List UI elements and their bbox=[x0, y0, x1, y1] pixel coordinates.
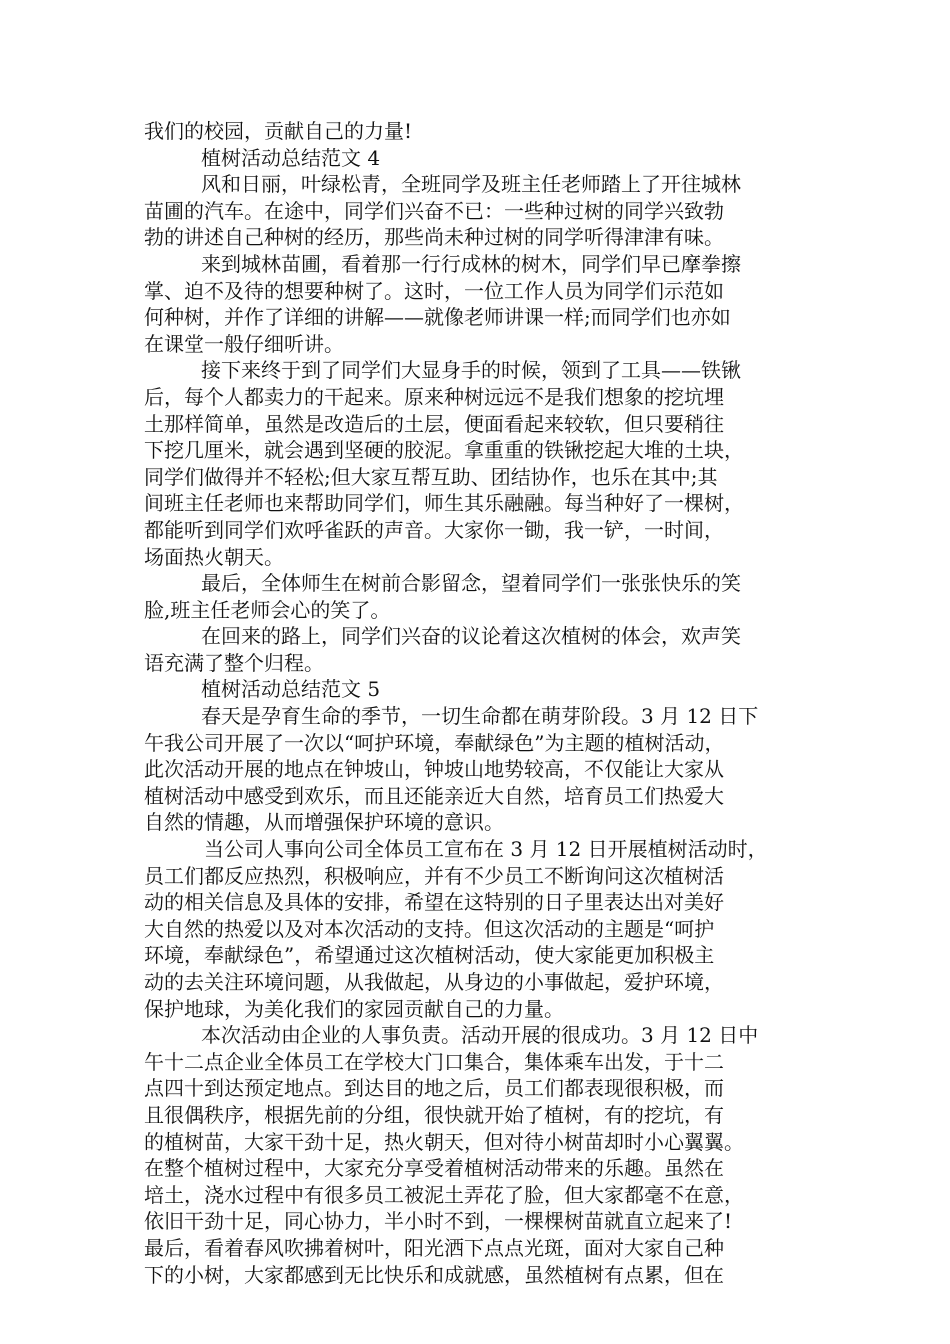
text-line: 最后，全体师生在树前合影留念，望着同学们一张张快乐的笑 bbox=[201, 571, 741, 596]
text-line: 我们的校园，贡献自己的力量! bbox=[144, 119, 413, 143]
text-line: 环境，奉献绿色”，希望通过这次植树活动，使大家能更加积极主 bbox=[144, 943, 715, 968]
text-line: 场面热火朝天。 bbox=[144, 544, 284, 569]
text-line: 大自然的热爱以及对本次活动的支持。但这次活动的主题是“呵护 bbox=[144, 916, 715, 941]
text-line: 春天是孕育生命的季节，一切生命都在萌芽阶段。3 月 12 日下 bbox=[201, 704, 759, 729]
text-line: 点四十到达预定地点。到达目的地之后，员工们都表现很积极，而 bbox=[144, 1076, 724, 1101]
text-line: 午十二点企业全体员工在学校大门口集合，集体乘车出发，于十二 bbox=[144, 1049, 724, 1074]
text-line: 下的小树，大家都感到无比快乐和成就感，虽然植树有点累，但在 bbox=[144, 1262, 724, 1287]
text-line: 保护地球，为美化我们的家园贡献自己的力量。 bbox=[144, 996, 564, 1021]
text-line: 依旧干劲十足，同心协力，半小时不到，一棵棵树苗就直立起来了! bbox=[144, 1209, 733, 1234]
text-line: 最后，看着春风吹拂着树叶，阳光洒下点点光斑，面对大家自己种 bbox=[144, 1235, 724, 1260]
text-line: 的植树苗，大家干劲十足，热火朝天，但对待小树苗却时小心翼翼。 bbox=[144, 1129, 744, 1154]
text-line: 都能听到同学们欢呼雀跃的声音。大家你一锄，我一铲，一时间， bbox=[144, 517, 724, 542]
text-line: 来到城林苗圃，看着那一行行成林的树木，同学们早已摩拳擦 bbox=[201, 251, 741, 276]
text-line: 植树活动总结范文 5 bbox=[201, 677, 381, 702]
text-line: 动的去关注环境问题，从我做起，从身边的小事做起，爱护环境， bbox=[144, 970, 724, 994]
text-line: 接下来终于到了同学们大显身手的时候，领到了工具——铁锹 bbox=[201, 358, 741, 383]
text-line: 苗圃的汽车。在途中，同学们兴奋不已：一些种过树的同学兴致勃 bbox=[144, 198, 724, 223]
text-line: 间班主任老师也来帮助同学们，师生其乐融融。每当种好了一棵树， bbox=[144, 491, 744, 516]
text-line: 在回来的路上，同学们兴奋的议论着这次植树的体会，欢声笑 bbox=[201, 624, 741, 649]
text-line: 在课堂一般仔细听讲。 bbox=[144, 331, 344, 356]
text-line: 员工们都反应热烈，积极响应，并有不少员工不断询问这次植树活 bbox=[144, 863, 724, 888]
text-line: 自然的情趣，从而增强保护环境的意识。 bbox=[144, 810, 504, 835]
text-line: 植树活动中感受到欢乐，而且还能亲近大自然，培育员工们热爱大 bbox=[144, 783, 724, 808]
text-line: 午我公司开展了一次以“呵护环境，奉献绿色”为主题的植树活动， bbox=[144, 730, 725, 755]
text-line: 本次活动由企业的人事负责。活动开展的很成功。3 月 12 日中 bbox=[201, 1023, 759, 1048]
text-line: 此次活动开展的地点在钟坡山，钟坡山地势较高，不仅能让大家从 bbox=[144, 757, 724, 782]
text-line: 同学们做得并不轻松;但大家互帮互助、团结协作，也乐在其中;其 bbox=[144, 464, 718, 489]
text-line: 语充满了整个归程。 bbox=[144, 650, 324, 675]
text-line: 植树活动总结范文 4 bbox=[201, 145, 381, 170]
text-line: 何种树，并作了详细的讲解——就像老师讲课一样;而同学们也亦如 bbox=[144, 305, 731, 330]
text-line: 下挖几厘米，就会遇到坚硬的胶泥。拿重重的铁锹挖起大堆的土块， bbox=[144, 438, 744, 463]
document-page bbox=[144, 118, 824, 1288]
text-line: 培土，浇水过程中有很多员工被泥土弄花了脸，但大家都毫不在意， bbox=[144, 1182, 744, 1207]
text-line: 后，每个人都卖力的干起来。原来种树远远不是我们想象的挖坑埋 bbox=[144, 384, 724, 409]
text-line: 在整个植树过程中，大家充分享受着植树活动带来的乐趣。虽然在 bbox=[144, 1156, 724, 1181]
text-line: 土那样简单，虽然是改造后的土层，便面看起来较软，但只要稍往 bbox=[144, 411, 724, 436]
text-line: 风和日丽，叶绿松青，全班同学及班主任老师踏上了开往城林 bbox=[201, 172, 741, 197]
text-line: 且很偶秩序，根据先前的分组，很快就开始了植树，有的挖坑，有 bbox=[144, 1102, 724, 1127]
text-line: 脸,班主任老师会心的笑了。 bbox=[144, 597, 391, 622]
text-line: 当公司人事向公司全体员工宣布在 3 月 12 日开展植树活动时， bbox=[204, 837, 768, 862]
text-line: 动的相关信息及具体的安排，希望在这特别的日子里表达出对美好 bbox=[144, 890, 724, 915]
text-line: 勃的讲述自己种树的经历，那些尚未种过树的同学听得津津有味。 bbox=[144, 225, 724, 250]
text-line: 掌、迫不及待的想要种树了。这时，一位工作人员为同学们示范如 bbox=[144, 278, 724, 303]
